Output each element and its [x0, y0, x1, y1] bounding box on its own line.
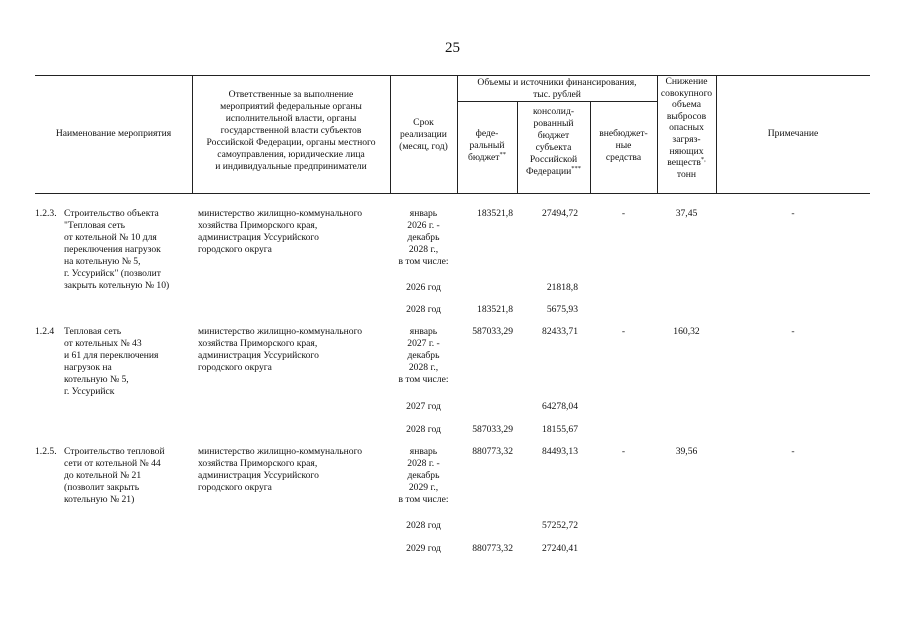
row-federal: 183521,8	[477, 208, 513, 219]
row-regional: 27494,72	[542, 208, 578, 219]
header-regional: консолид- рованный бюджет субъекта Российской Федерации***	[525, 106, 582, 177]
row-note: -	[791, 446, 795, 457]
row-responsible: министерство жилищно-коммунального хозяйства Приморского края, администрация Уссурийского городского округа	[198, 326, 363, 373]
year-label: 2027 год	[406, 401, 441, 412]
year-federal: 880773,32	[472, 543, 513, 554]
funding-subheader-divider	[457, 101, 657, 102]
row-note: -	[791, 326, 795, 337]
page-number: 25	[445, 40, 460, 56]
year-regional: 64278,04	[542, 401, 578, 412]
row-extra: -	[621, 208, 626, 219]
row-responsible: министерство жилищно-коммунального хозяйства Приморского края, администрация Уссурийского городского округа	[198, 208, 363, 255]
header-bottom-border	[35, 193, 870, 194]
year-label: 2028 год	[406, 304, 441, 315]
header-reduction: Снижение совокупного объема выбросов опасных загряз- няющих веществ*, тонн	[660, 76, 713, 180]
row-term: январь 2028 г. - декабрь 2029 г., в том числе:	[398, 446, 449, 505]
year-label: 2029 год	[406, 543, 441, 554]
header-name: Наименование мероприятия	[55, 128, 172, 139]
year-label: 2026 год	[406, 282, 441, 293]
year-regional: 57252,72	[542, 520, 578, 531]
row-reduction: 160,32	[673, 326, 700, 337]
row-term: январь 2026 г. - декабрь 2028 г., в том числе:	[398, 208, 449, 267]
row-number: 1.2.4	[35, 326, 55, 337]
year-regional: 5675,93	[546, 304, 578, 315]
row-federal: 880773,32	[472, 446, 513, 457]
table-top-border	[35, 75, 870, 76]
row-responsible: министерство жилищно-коммунального хозяйства Приморского края, администрация Уссурийского городского округа	[198, 446, 363, 493]
row-number: 1.2.5.	[35, 446, 57, 457]
row-number: 1.2.3.	[35, 208, 57, 219]
year-federal: 183521,8	[477, 304, 513, 315]
row-name: Строительство объекта "Тепловая сеть от котельной № 10 для переключения нагрузок на котельную № 5, г. Уссурийск" (позволит закрыть котельную № 10)	[64, 208, 170, 291]
header-funding-group: Объемы и источники финансирования, тыс. рублей	[477, 77, 637, 100]
header-responsible: Ответственные за выполнение мероприятий федеральные органы исполнительной власти, органы государственной власти субъектов Российской Федерации, органы местного самоуправления, юридические лица и индивидуальные предприниматели	[206, 89, 376, 172]
row-name: Тепловая сеть от котельных № 43 и 61 для переключения нагрузок на котельную № 5, г. Уссурийск	[64, 326, 159, 397]
year-label: 2028 год	[406, 424, 441, 435]
header-extra: внебюджет- ные средства	[599, 128, 648, 163]
row-note: -	[791, 208, 795, 219]
year-label: 2028 год	[406, 520, 441, 531]
header-federal: феде- ральный бюджет**	[468, 128, 506, 163]
row-term: январь 2027 г. - декабрь 2028 г., в том числе:	[398, 326, 449, 385]
row-federal: 587033,29	[472, 326, 513, 337]
row-regional: 84493,13	[542, 446, 578, 457]
header-term: Срок реализации (месяц, год)	[399, 117, 448, 152]
row-regional: 82433,71	[542, 326, 578, 337]
year-regional: 18155,67	[542, 424, 578, 435]
year-federal: 587033,29	[472, 424, 513, 435]
year-regional: 27240,41	[542, 543, 578, 554]
row-extra: -	[621, 326, 626, 337]
row-name: Строительство тепловой сети от котельной № 44 до котельной № 21 (позволит закрыть котельную № 21)	[64, 446, 165, 505]
row-extra: -	[621, 446, 626, 457]
row-reduction: 39,56	[675, 446, 698, 457]
row-reduction: 37,45	[675, 208, 698, 219]
year-regional: 21818,8	[546, 282, 578, 293]
header-note: Примечание	[767, 128, 819, 139]
